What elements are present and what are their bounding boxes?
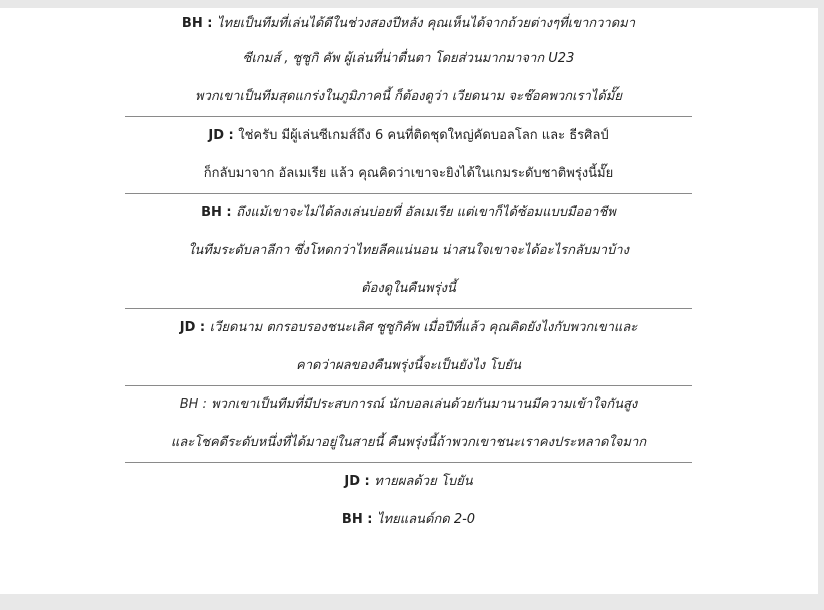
dialogue-line (125, 424, 692, 462)
speaker-separator: : (195, 320, 210, 335)
qa-block-5 (125, 386, 692, 463)
dialogue-text: คาดว่าผลของคืนพรุ่งนี้จะเป็นยังไง โบยัน (296, 358, 521, 373)
speaker-separator: : (224, 128, 239, 143)
dialogue-text: ไทยแลนด์กด 2-0 (376, 512, 476, 527)
dialogue-line (125, 347, 692, 385)
article-page (0, 8, 818, 594)
speaker-label: JD (179, 320, 196, 335)
speaker-label: BH (201, 205, 222, 220)
dialogue-text: ซีเกมส์ , ซูซูกิ คัพ ผู้เล่นที่น่าตื่นตา โดยส่วนมากมาจาก U23 (242, 51, 575, 66)
speaker-separator: : (202, 16, 217, 31)
qa-block-2 (125, 117, 692, 194)
dialogue-line (125, 386, 692, 424)
dialogue-line (125, 309, 692, 347)
dialogue-text: ก็กลับมาจาก อัลเมเรีย แล้ว คุณคิดว่าเขาจะยิงได้ในเกมระดับชาติพรุ่งนี้มั๊ย (203, 166, 614, 181)
dialogue-text: พวกเขาเป็นทีมสุดแกร่งในภูมิภาคนี้ ก็ต้องดูว่า เวียดนาม จะช๊อคพวกเราได้มั๊ย (195, 89, 622, 104)
dialogue-line (125, 155, 692, 193)
qa-block-6 (125, 463, 692, 539)
interview-column (125, 8, 692, 539)
speaker-label: JD (344, 474, 361, 489)
dialogue-text: ต้องดูในคืนพรุ่งนี้ (361, 281, 456, 296)
dialogue-line (125, 194, 692, 232)
dialogue-text: ถึงแม้เขาจะไม่ได้ลงเล่นบ่อยที่ อัลเมเรีย แต่เขาก็ได้ซ้อมแบบมืออาชีพ (236, 205, 616, 220)
qa-block-4 (125, 309, 692, 386)
dialogue-text: เวียดนาม ตกรอบรองชนะเลิศ ซูซูกิคัพ เมื่อปีที่แล้ว คุณคิดยังไงกับพวกเขาและ (209, 320, 638, 335)
dialogue-line (125, 40, 692, 78)
dialogue-text: ในทีมระดับลาลีกา ซึ่งโหดกว่าไทยลีคแน่นอน น่าสนใจเขาจะได้อะไรกลับมาบ้าง (188, 243, 629, 258)
dialogue-text: ใช่ครับ มีผู้เล่นซีเกมส์ถึง 6 คนที่ติดชุดใหญ่คัดบอลโลก และ ธีรศิลป์ (238, 128, 609, 143)
dialogue-text: พวกเขาเป็นทีมที่มีประสบการณ์ นักบอลเล่นด้วยกันมานานมีความเข้าใจกันสูง (211, 397, 638, 412)
dialogue-line (125, 78, 692, 116)
speaker-separator: : (360, 474, 375, 489)
dialogue-line (125, 232, 692, 270)
dialogue-text: และโชคดีระดับหนึ่งที่ได้มาอยู่ในสายนี้ คืนพรุ่งนี้ถ้าพวกเขาชนะเราคงประหลาดใจมาก (170, 435, 647, 450)
dialogue-text: ไทยเป็นทีมที่เล่นได้ดีในช่วงสองปีหลัง คุณเห็นได้จากถ้วยต่างๆที่เขากวาดมา (216, 16, 636, 31)
speaker-label: BH (181, 16, 203, 31)
speaker-label: JD (208, 128, 224, 143)
dialogue-line (125, 501, 692, 539)
speaker-separator: : (362, 512, 377, 527)
speaker-separator: : (221, 205, 237, 220)
speaker-label: BH (179, 397, 199, 412)
speaker-separator: : (198, 397, 212, 412)
qa-block-3 (125, 194, 692, 309)
dialogue-text: ทายผลด้วย โบยัน (374, 474, 473, 489)
dialogue-line (125, 8, 692, 40)
dialogue-line (125, 463, 692, 501)
dialogue-line (125, 117, 692, 155)
dialogue-line (125, 270, 692, 308)
speaker-label: BH (341, 512, 363, 527)
qa-block-1 (125, 8, 692, 117)
